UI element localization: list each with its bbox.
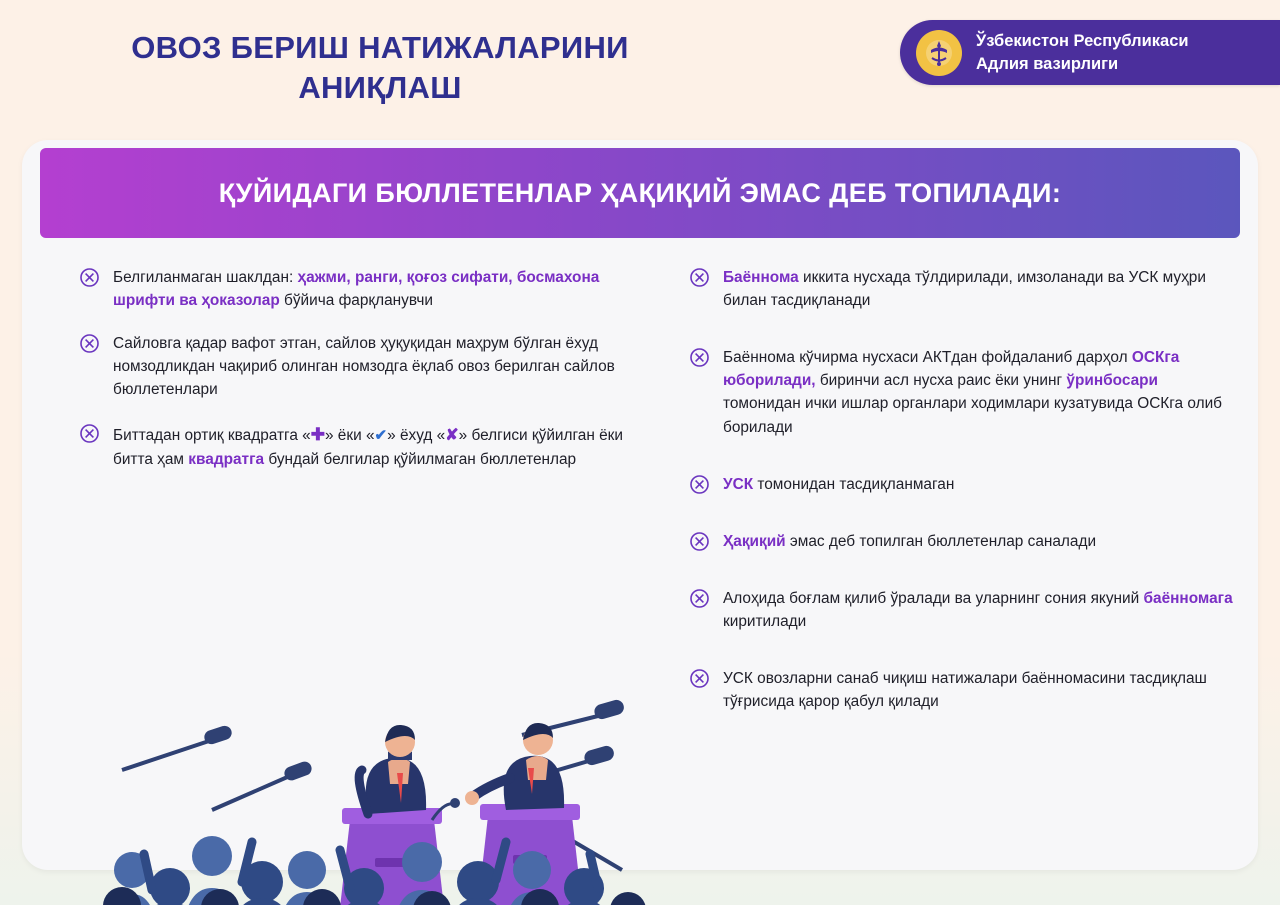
right-column: [690, 266, 1235, 747]
left-item-1: Белгиланмаган шаклдан: ҳажми, ранги, қоғоз сифати, босмахона шрифти ва ҳоказолар бўйича фарқланувчи: [113, 269, 600, 310]
state-emblem-icon: [916, 30, 962, 76]
right-item-5: Алоҳида боғлам қилиб ўралади ва уларнинг сония якуний баённомага киритилади: [723, 589, 1233, 630]
circle-x-icon: [80, 268, 99, 287]
left-column: [80, 266, 660, 491]
section-banner: [40, 148, 1240, 238]
list-item: [690, 473, 1235, 496]
right-item-3: УСК томонидан тасдиқланмаган: [723, 475, 955, 493]
list-item: [690, 266, 1235, 312]
circle-x-icon: [690, 475, 709, 494]
ministry-name: [976, 30, 1189, 75]
list-item: [80, 422, 660, 471]
debate-podium-crowd-illustration: [92, 570, 662, 905]
list-item: [690, 530, 1235, 553]
right-item-4: Ҳақиқий эмас деб топилган бюллетенлар саналади: [723, 532, 1097, 550]
circle-x-icon: [80, 334, 99, 353]
circle-x-icon: [80, 424, 99, 443]
left-item-2: Сайловга қадар вафот этган, сайлов ҳуқуқидан маҳрум бўлган ёхуд номзодликдан чақириб олинган номзодга ёқлаб овоз берилган сайлов бюллетенлари: [113, 335, 615, 399]
list-item: [80, 266, 660, 312]
content-card: [22, 140, 1258, 870]
circle-x-icon: [690, 669, 709, 688]
ministry-badge: [900, 20, 1280, 85]
right-item-2: Баённома кўчирма нусхаси АКТдан фойдаланиб дарҳол ОСКга юборилади, биринчи асл нусха раис ёки унинг ўринбосари томонидан ички ишлар органлари ходимлари кузатувида ОСКга олиб борилади: [723, 349, 1222, 436]
left-item-3: Биттадан ортиқ квадратга «✚» ёки «✔» ёхуд «✘» белгиси қўйилган ёки битта ҳам квадратга бундай белгилар қўйилмаган бюллетенлар: [113, 424, 623, 468]
circle-x-icon: [690, 589, 709, 608]
list-item: [690, 346, 1235, 438]
list-item: [690, 587, 1235, 633]
ministry-line-2: Адлия вазирлиги: [976, 54, 1119, 73]
page-title: ОВОЗ БЕРИШ НАТИЖАЛАРИНИ АНИҚЛАШ: [131, 30, 629, 105]
circle-x-icon: [690, 532, 709, 551]
right-item-6: УСК овозларни санаб чиқиш натижалари баённомасини тасдиқлаш тўғрисида қарор қабул қилади: [723, 670, 1207, 711]
circle-x-icon: [690, 348, 709, 367]
list-item: [690, 667, 1235, 713]
section-banner-title: ҚУЙИДАГИ БЮЛЛЕТЕНЛАР ҲАҚИҚИЙ ЭМАС ДЕБ ТОПИЛАДИ:: [218, 177, 1062, 208]
circle-x-icon: [690, 268, 709, 287]
right-item-1: Баённома иккита нусхада тўлдирилади, имзоланади ва УСК муҳри билан тасдиқланади: [723, 269, 1206, 310]
page-header: [0, 0, 1280, 120]
list-item: [80, 332, 660, 401]
ministry-line-1: Ўзбекистон Республикаси: [976, 32, 1189, 51]
